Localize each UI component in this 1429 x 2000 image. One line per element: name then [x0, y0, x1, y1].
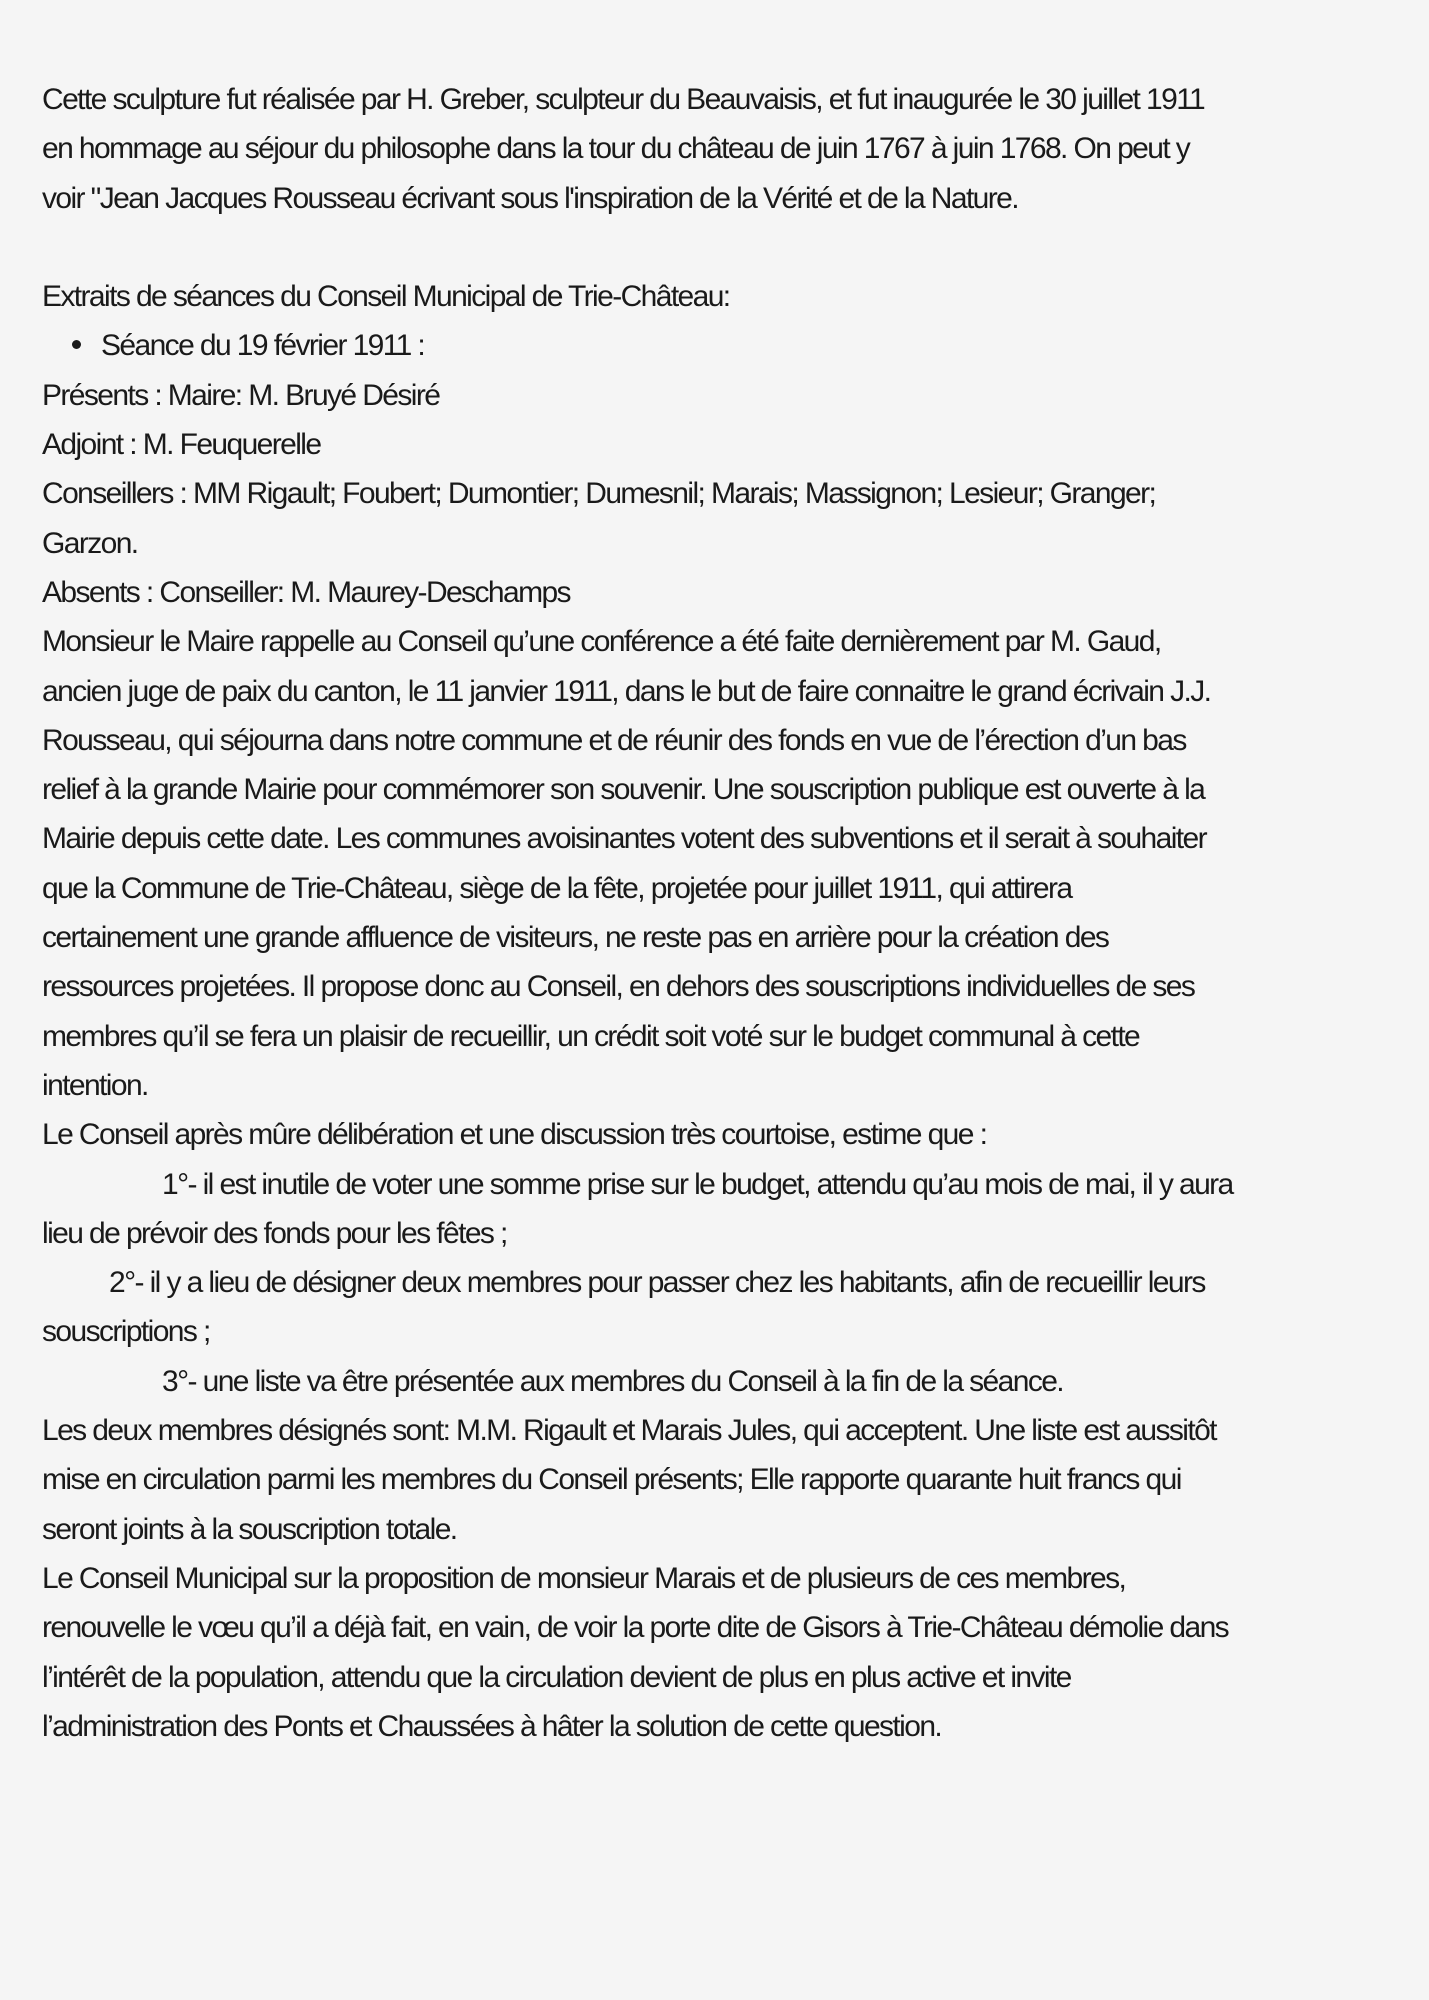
- attendance-line: Conseillers : MM Rigault; Foubert; Dumontier; Dumesnil; Marais; Massignon; Lesieur; Granger;: [42, 477, 1156, 511]
- attendance-line: Adjoint : M. Feuquerelle: [42, 428, 321, 462]
- spacer: [42, 223, 1412, 272]
- intro-line: voir "Jean Jacques Rousseau écrivant sous l'inspiration de la Vérité et de la Nature.: [42, 181, 1018, 215]
- paragraph-line: seront joints à la souscription totale.: [42, 1512, 457, 1546]
- attendance-line: Garzon.: [42, 526, 138, 560]
- point-2-continued: souscriptions ;: [42, 1315, 210, 1349]
- paragraph-line: que la Commune de Trie-Château, siège de la fête, projetée pour juillet 1911, qui attirera: [42, 871, 1072, 905]
- paragraph-line: l’intérêt de la population, attendu que la circulation devient de plus en plus active et invite: [42, 1660, 1071, 1694]
- point-1-continued: lieu de prévoir des fonds pour les fêtes ;: [42, 1216, 507, 1250]
- paragraph-line: Monsieur le Maire rappelle au Conseil qu’une conférence a été faite dernièrement par M. Gaud,: [42, 625, 1161, 659]
- paragraph-line: relief à la grande Mairie pour commémorer son souvenir. Une souscription publique est ouverte à la: [42, 773, 1205, 807]
- paragraph-line: Mairie depuis cette date. Les communes avoisinantes votent des subventions et il serait à souhaiter: [42, 822, 1207, 856]
- decision-intro: Le Conseil après mûre délibération et une discussion très courtoise, estime que :: [42, 1118, 987, 1152]
- paragraph-line: ancien juge de paix du canton, le 11 janvier 1911, dans le but de faire connaitre le grand écrivain J.J.: [42, 674, 1211, 708]
- paragraph-line: Le Conseil Municipal sur la proposition de monsieur Marais et de plusieurs de ces membres,: [42, 1561, 1126, 1595]
- paragraph-line: Rousseau, qui séjourna dans notre commune et de réunir des fonds en vue de l’érection d’un bas: [42, 723, 1186, 757]
- paragraph-line: l’administration des Ponts et Chaussées à hâter la solution de cette question.: [42, 1709, 942, 1743]
- session-bullet: [42, 321, 1412, 370]
- bullet-icon: [72, 340, 81, 349]
- paragraph-line: renouvelle le vœu qu’il a déjà fait, en vain, de voir la porte dite de Gisors à Trie-Château démolie dans: [42, 1611, 1229, 1645]
- attendance-line: Présents : Maire: M. Bruyé Désiré: [42, 378, 440, 412]
- paragraph-line: mise en circulation parmi les membres du Conseil présents; Elle rapporte quarante huit francs qui: [42, 1463, 1181, 1497]
- paragraph-line: membres qu’il se fera un plaisir de recueillir, un crédit soit voté sur le budget communal à cette: [42, 1019, 1140, 1053]
- point-1: 1°- il est inutile de voter une somme prise sur le budget, attendu qu’au mois de mai, il y aura: [162, 1167, 1233, 1201]
- point-3: 3°- une liste va être présentée aux membres du Conseil à la fin de la séance.: [162, 1364, 1064, 1398]
- session-label: Séance du 19 février 1911 :: [101, 329, 425, 363]
- paragraph-line: Les deux membres désignés sont: M.M. Rigault et Marais Jules, qui acceptent. Une liste est aussitôt: [42, 1414, 1216, 1448]
- document-body: [42, 75, 1412, 1751]
- paragraph-line: ressources projetées. Il propose donc au Conseil, en dehors des souscriptions individuelles de ses: [42, 970, 1195, 1004]
- section-title: Extraits de séances du Conseil Municipal de Trie-Château:: [42, 280, 730, 314]
- intro-line: en hommage au séjour du philosophe dans la tour du château de juin 1767 à juin 1768. On peut y: [42, 132, 1190, 166]
- point-2: 2°- il y a lieu de désigner deux membres pour passer chez les habitants, afin de recueillir leurs: [109, 1266, 1205, 1300]
- attendance-line: Absents : Conseiller: M. Maurey-Deschamps: [42, 575, 570, 609]
- paragraph-line: intention.: [42, 1068, 148, 1102]
- intro-line: Cette sculpture fut réalisée par H. Greber, sculpteur du Beauvaisis, et fut inaugurée le 30 juillet 1911: [42, 83, 1205, 116]
- paragraph-line: certainement une grande affluence de visiteurs, ne reste pas en arrière pour la création des: [42, 921, 1109, 955]
